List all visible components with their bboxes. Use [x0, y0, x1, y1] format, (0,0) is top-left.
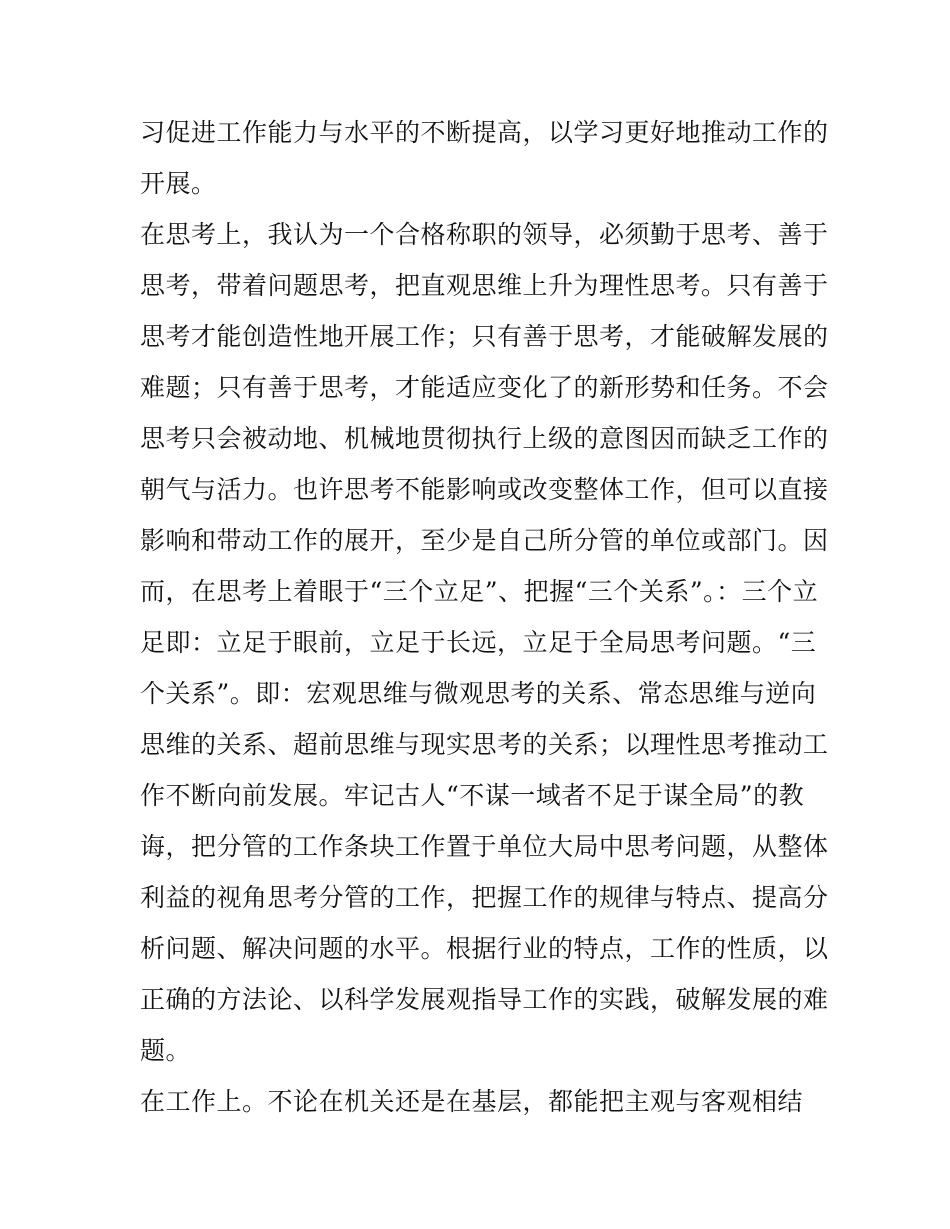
- text-line: 题。: [140, 1036, 192, 1065]
- text-line: 诲，把分管的工作条块工作置于单位大局中思考问题，从整体: [140, 832, 829, 861]
- text-line: 思考，带着问题思考，把直观思维上升为理性思考。只有善于: [140, 271, 829, 300]
- text-line: 作不断向前发展。牢记古人“不谋一域者不足于谋全局”的教: [140, 781, 805, 810]
- text-line: 难题；只有善于思考，才能适应变化了的新形势和任务。不会: [140, 373, 829, 402]
- text-line: 思考才能创造性地开展工作；只有善于思考，才能破解发展的: [140, 322, 829, 351]
- text-line: 在工作上。不论在机关还是在基层，都能把主观与客观相结: [140, 1087, 804, 1116]
- text-line: 利益的视角思考分管的工作，把握工作的规律与特点、提高分: [140, 883, 829, 912]
- text-line: 在思考上，我认为一个合格称职的领导，必须勤于思考、善于: [140, 220, 829, 249]
- body-text: [140, 107, 829, 1127]
- text-line: 思考只会被动地、机械地贯彻执行上级的意图因而缺乏工作的: [140, 424, 829, 453]
- text-line: 而，在思考上着眼于“三个立足”、把握“三个关系”。：三个立: [140, 577, 819, 606]
- text-line: 开展。: [140, 169, 217, 198]
- text-line: 朝气与活力。也许思考不能影响或改变整体工作，但可以直接: [140, 475, 829, 504]
- text-line: 正确的方法论、以科学发展观指导工作的实践，破解发展的难: [140, 985, 829, 1014]
- text-line: 影响和带动工作的展开，至少是自己所分管的单位或部门。因: [140, 526, 829, 555]
- text-line: 足即：立足于眼前，立足于长远，立足于全局思考问题。“三: [140, 628, 817, 657]
- text-line: 个关系”。即：宏观思维与微观思考的关系、常态思维与逆向: [140, 679, 817, 708]
- text-line: 习促进工作能力与水平的不断提高，以学习更好地推动工作的: [140, 118, 829, 147]
- text-line: 析问题、解决问题的水平。根据行业的特点，工作的性质，以: [140, 934, 829, 963]
- text-line: 思维的关系、超前思维与现实思考的关系；以理性思考推动工: [140, 730, 829, 759]
